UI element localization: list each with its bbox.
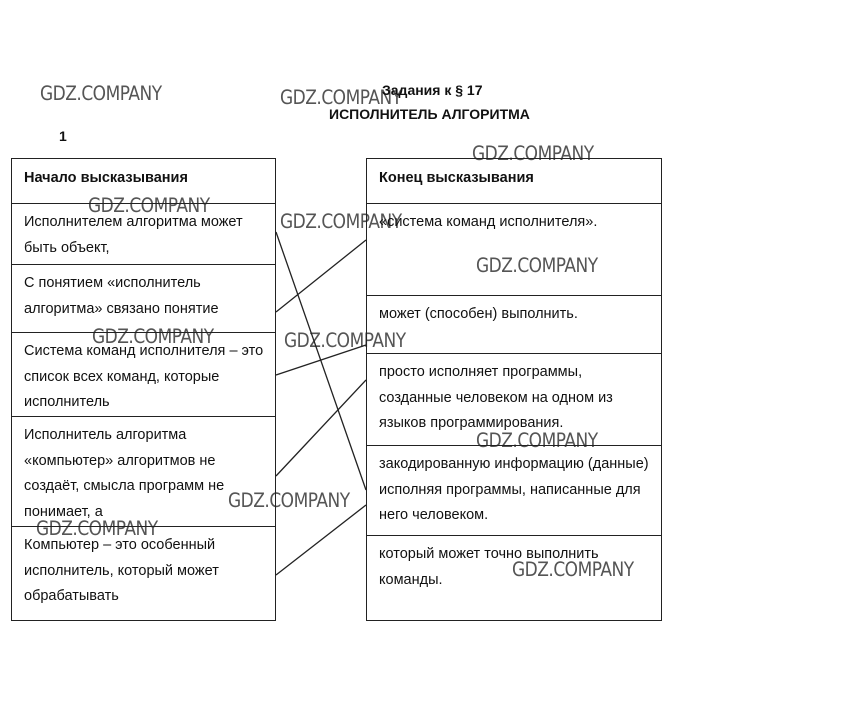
right-row-4: закодированную информацию (данные) исполняя программы, написанные для него человеком.: [367, 446, 661, 536]
match-line: [276, 380, 366, 476]
watermark: GDZ.COMPANY: [36, 517, 158, 541]
watermark: GDZ.COMPANY: [476, 429, 598, 453]
left-row-3: Система команд исполнителя – это список всех команд, которые исполнитель: [12, 333, 275, 417]
watermark: GDZ.COMPANY: [92, 325, 214, 349]
watermark: GDZ.COMPANY: [88, 194, 210, 218]
page-title: Задания к § 17: [382, 82, 483, 98]
watermark: GDZ.COMPANY: [472, 142, 594, 166]
match-line: [276, 345, 366, 375]
left-row-2: С понятием «исполнитель алгоритма» связано понятие: [12, 265, 275, 333]
watermark: GDZ.COMPANY: [284, 329, 406, 353]
watermark: GDZ.COMPANY: [280, 210, 402, 234]
watermark: GDZ.COMPANY: [280, 86, 402, 110]
watermark: GDZ.COMPANY: [476, 254, 598, 278]
match-line: [276, 240, 366, 312]
right-row-5: который может точно выполнить команды.: [379, 546, 599, 588]
right-row-3: просто исполняет программы, созданные человеком на одном из языков программирования.: [367, 354, 661, 446]
watermark: GDZ.COMPANY: [228, 489, 350, 513]
watermark: GDZ.COMPANY: [40, 82, 162, 106]
match-line: [276, 505, 366, 575]
watermark: GDZ.COMPANY: [512, 558, 634, 582]
left-row-4: Исполнитель алгоритма «компьютер» алгоритмов не создаёт, смысла программ не понимает, а: [12, 417, 275, 527]
left-row-5: Компьютер – это особенный исполнитель, который может обрабатывать: [24, 537, 219, 604]
left-table-header: Начало высказывания: [12, 159, 275, 204]
right-row-2: может (способен) выполнить.: [367, 296, 661, 354]
task-number: 1: [59, 128, 67, 144]
match-line: [276, 232, 366, 490]
right-row-1: «система команд исполнителя».: [367, 204, 661, 296]
right-table-header: Конец высказывания: [367, 159, 661, 204]
left-row-1: Исполнителем алгоритма может быть объект,: [12, 204, 275, 265]
page-subtitle: ИСПОЛНИТЕЛЬ АЛГОРИТМА: [329, 106, 530, 122]
